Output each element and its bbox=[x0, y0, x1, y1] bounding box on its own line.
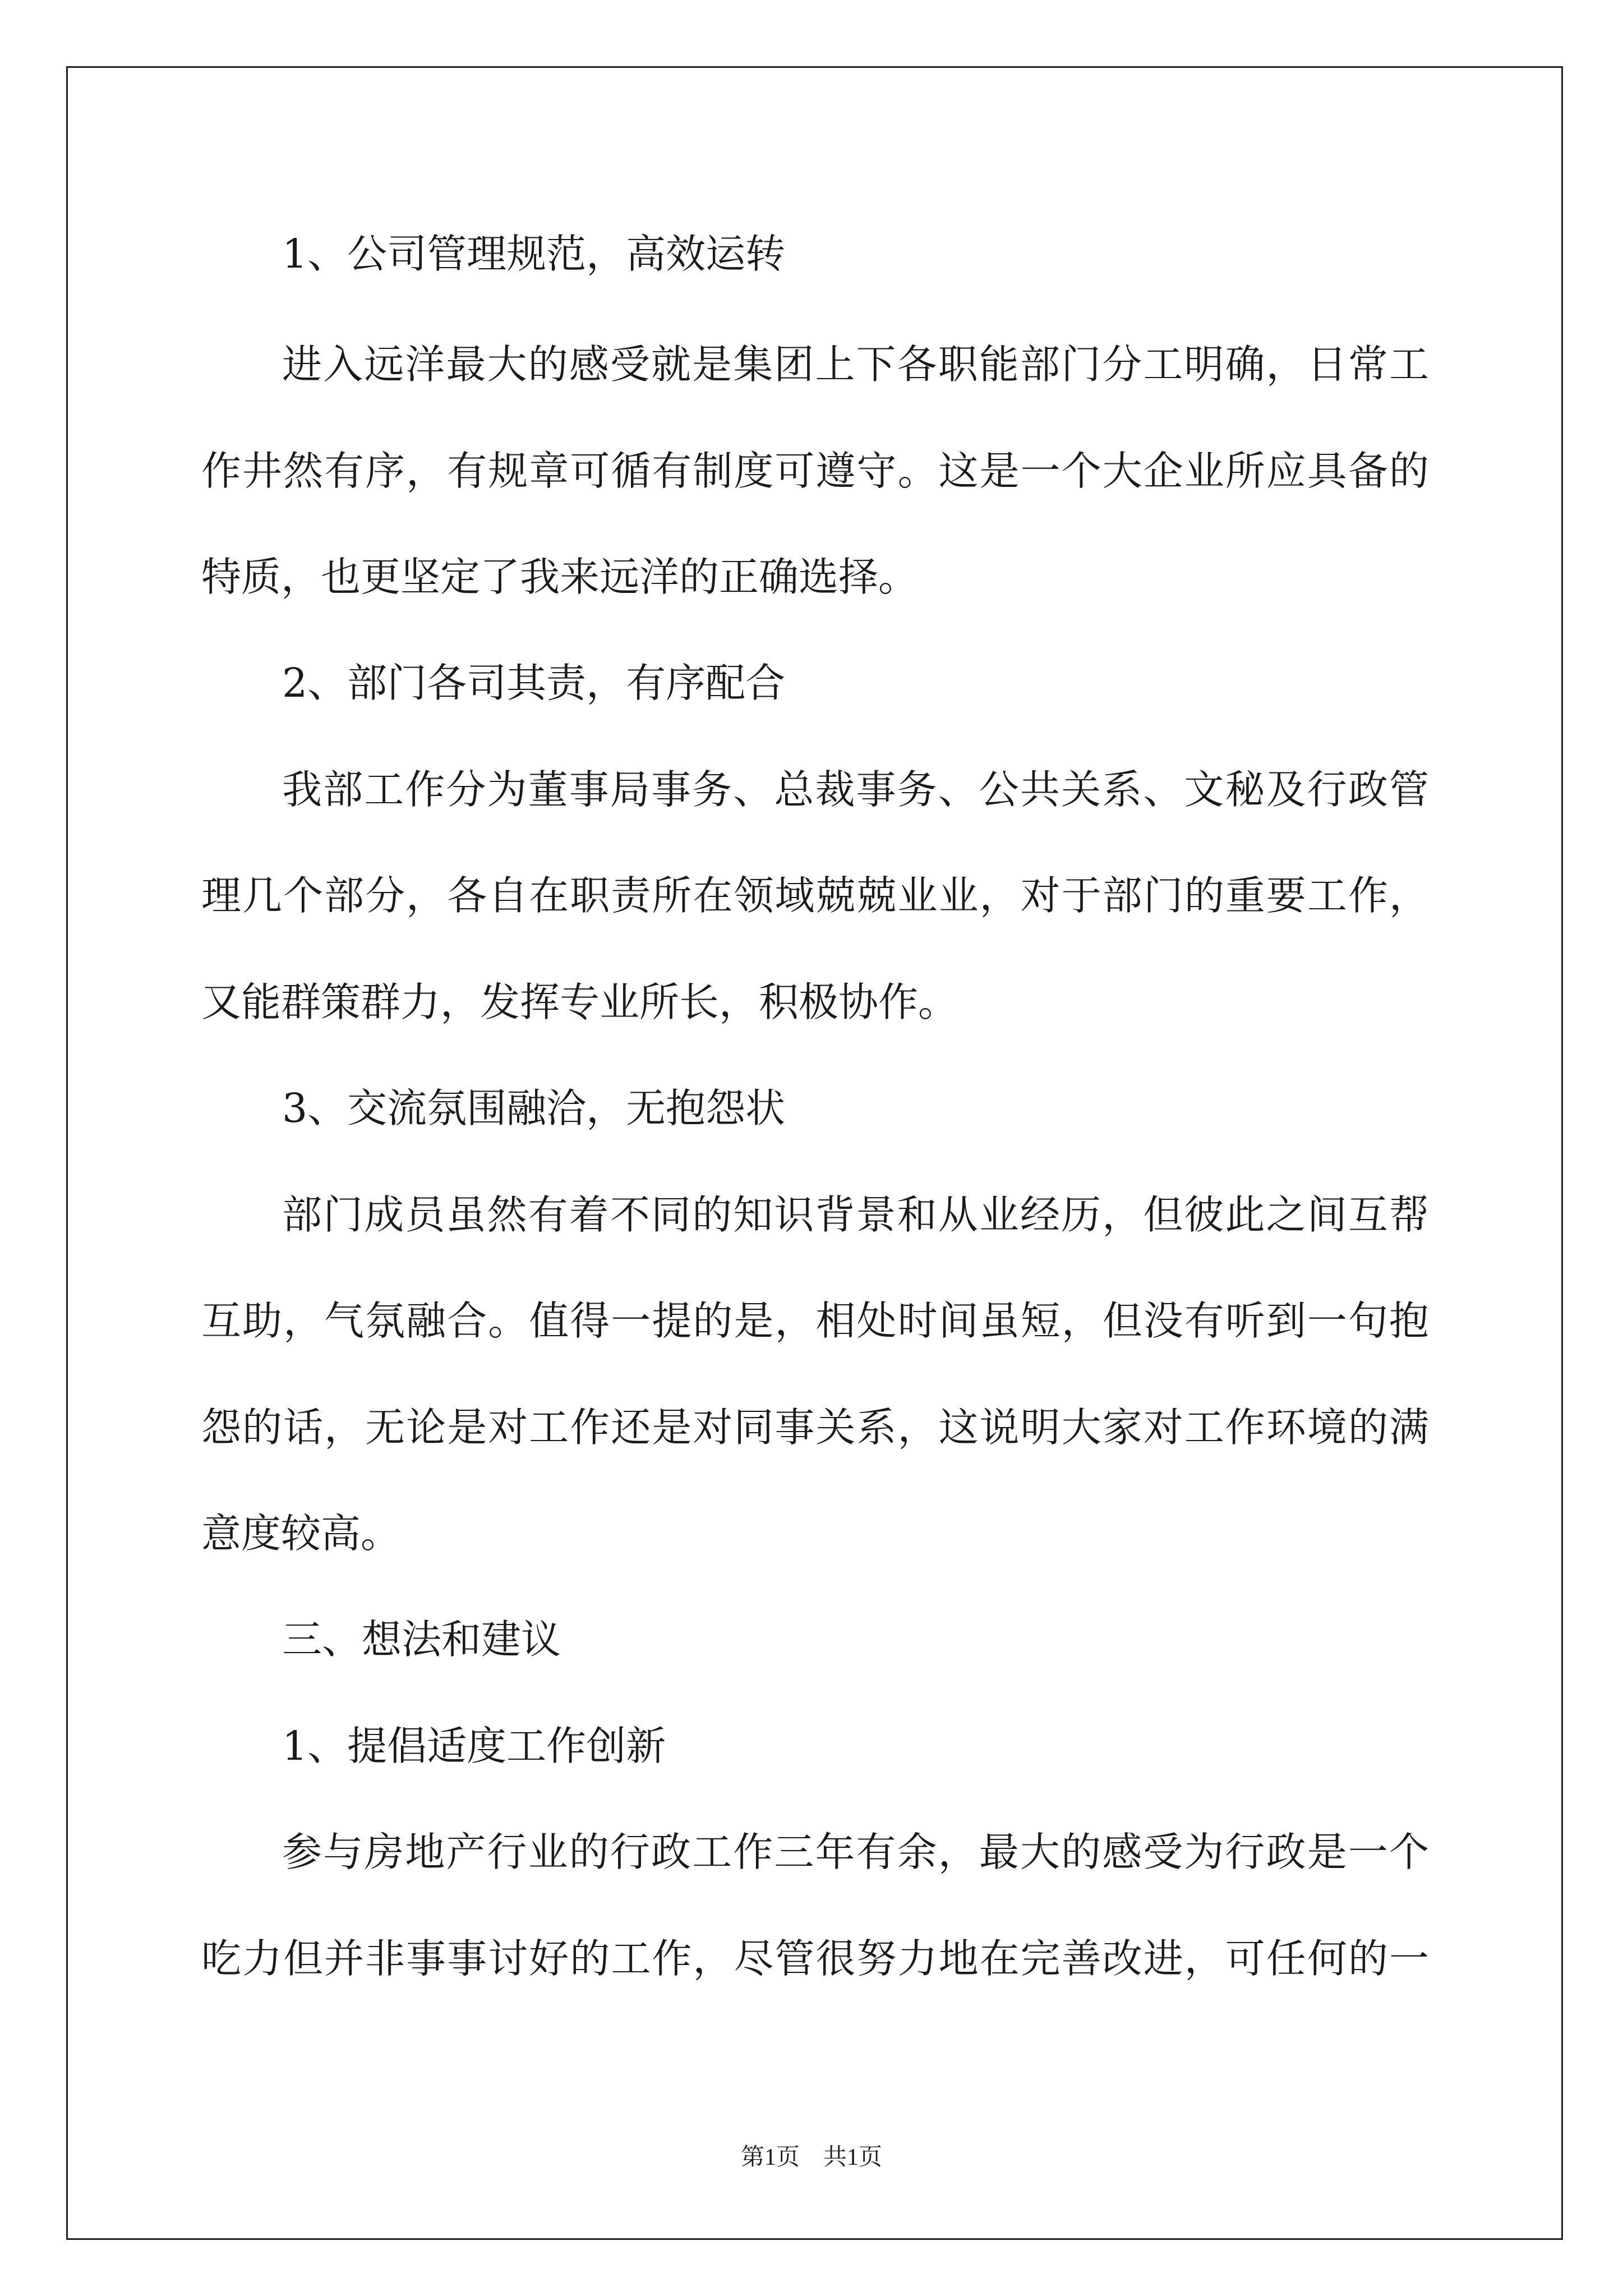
paragraph-line: 进入远洋最大的感受就是集团上下各职能部门分工明确，日常工 bbox=[282, 341, 1429, 388]
paragraph-line: 意度较高。 bbox=[201, 1510, 401, 1557]
section-heading: 3、交流氛围融洽，无抱怨状 bbox=[282, 1085, 786, 1131]
paragraph-line: 怨的话，无论是对工作还是对同事关系，这说明大家对工作环境的满 bbox=[201, 1404, 1429, 1451]
section-heading: 1、公司管理规范，高效运转 bbox=[282, 231, 786, 277]
page-number-footer: 第1页 共1页 bbox=[740, 2145, 882, 2170]
paragraph-line: 互助，气氛融合。值得一提的是，相处时间虽短，但没有听到一句抱 bbox=[201, 1297, 1429, 1344]
paragraph-line: 理几个部分，各自在职责所在领域兢兢业业，对于部门的重要工作， bbox=[201, 872, 1429, 919]
section-heading: 2、部门各司其责，有序配合 bbox=[282, 660, 786, 706]
paragraph-line: 特质，也更坚定了我来远洋的正确选择。 bbox=[201, 554, 919, 600]
chapter-heading: 三、想法和建议 bbox=[282, 1616, 561, 1663]
paragraph-line: 作井然有序，有规章可循有制度可遵守。这是一个大企业所应具备的 bbox=[201, 448, 1429, 494]
paragraph-line: 又能群策群力，发挥专业所长，积极协作。 bbox=[201, 979, 958, 1025]
section-heading: 1、提倡适度工作创新 bbox=[282, 1723, 666, 1769]
paragraph-line: 吃力但并非事事讨好的工作，尽管很努力地在完善改进，可任何的一 bbox=[201, 1935, 1429, 1982]
paragraph-line: 我部工作分为董事局事务、总裁事务、公共关系、文秘及行政管 bbox=[282, 766, 1429, 813]
paragraph-line: 参与房地产行业的行政工作三年有余，最大的感受为行政是一个 bbox=[282, 1829, 1429, 1875]
paragraph-line: 部门成员虽然有着不同的知识背景和从业经历，但彼此之间互帮 bbox=[282, 1191, 1429, 1238]
